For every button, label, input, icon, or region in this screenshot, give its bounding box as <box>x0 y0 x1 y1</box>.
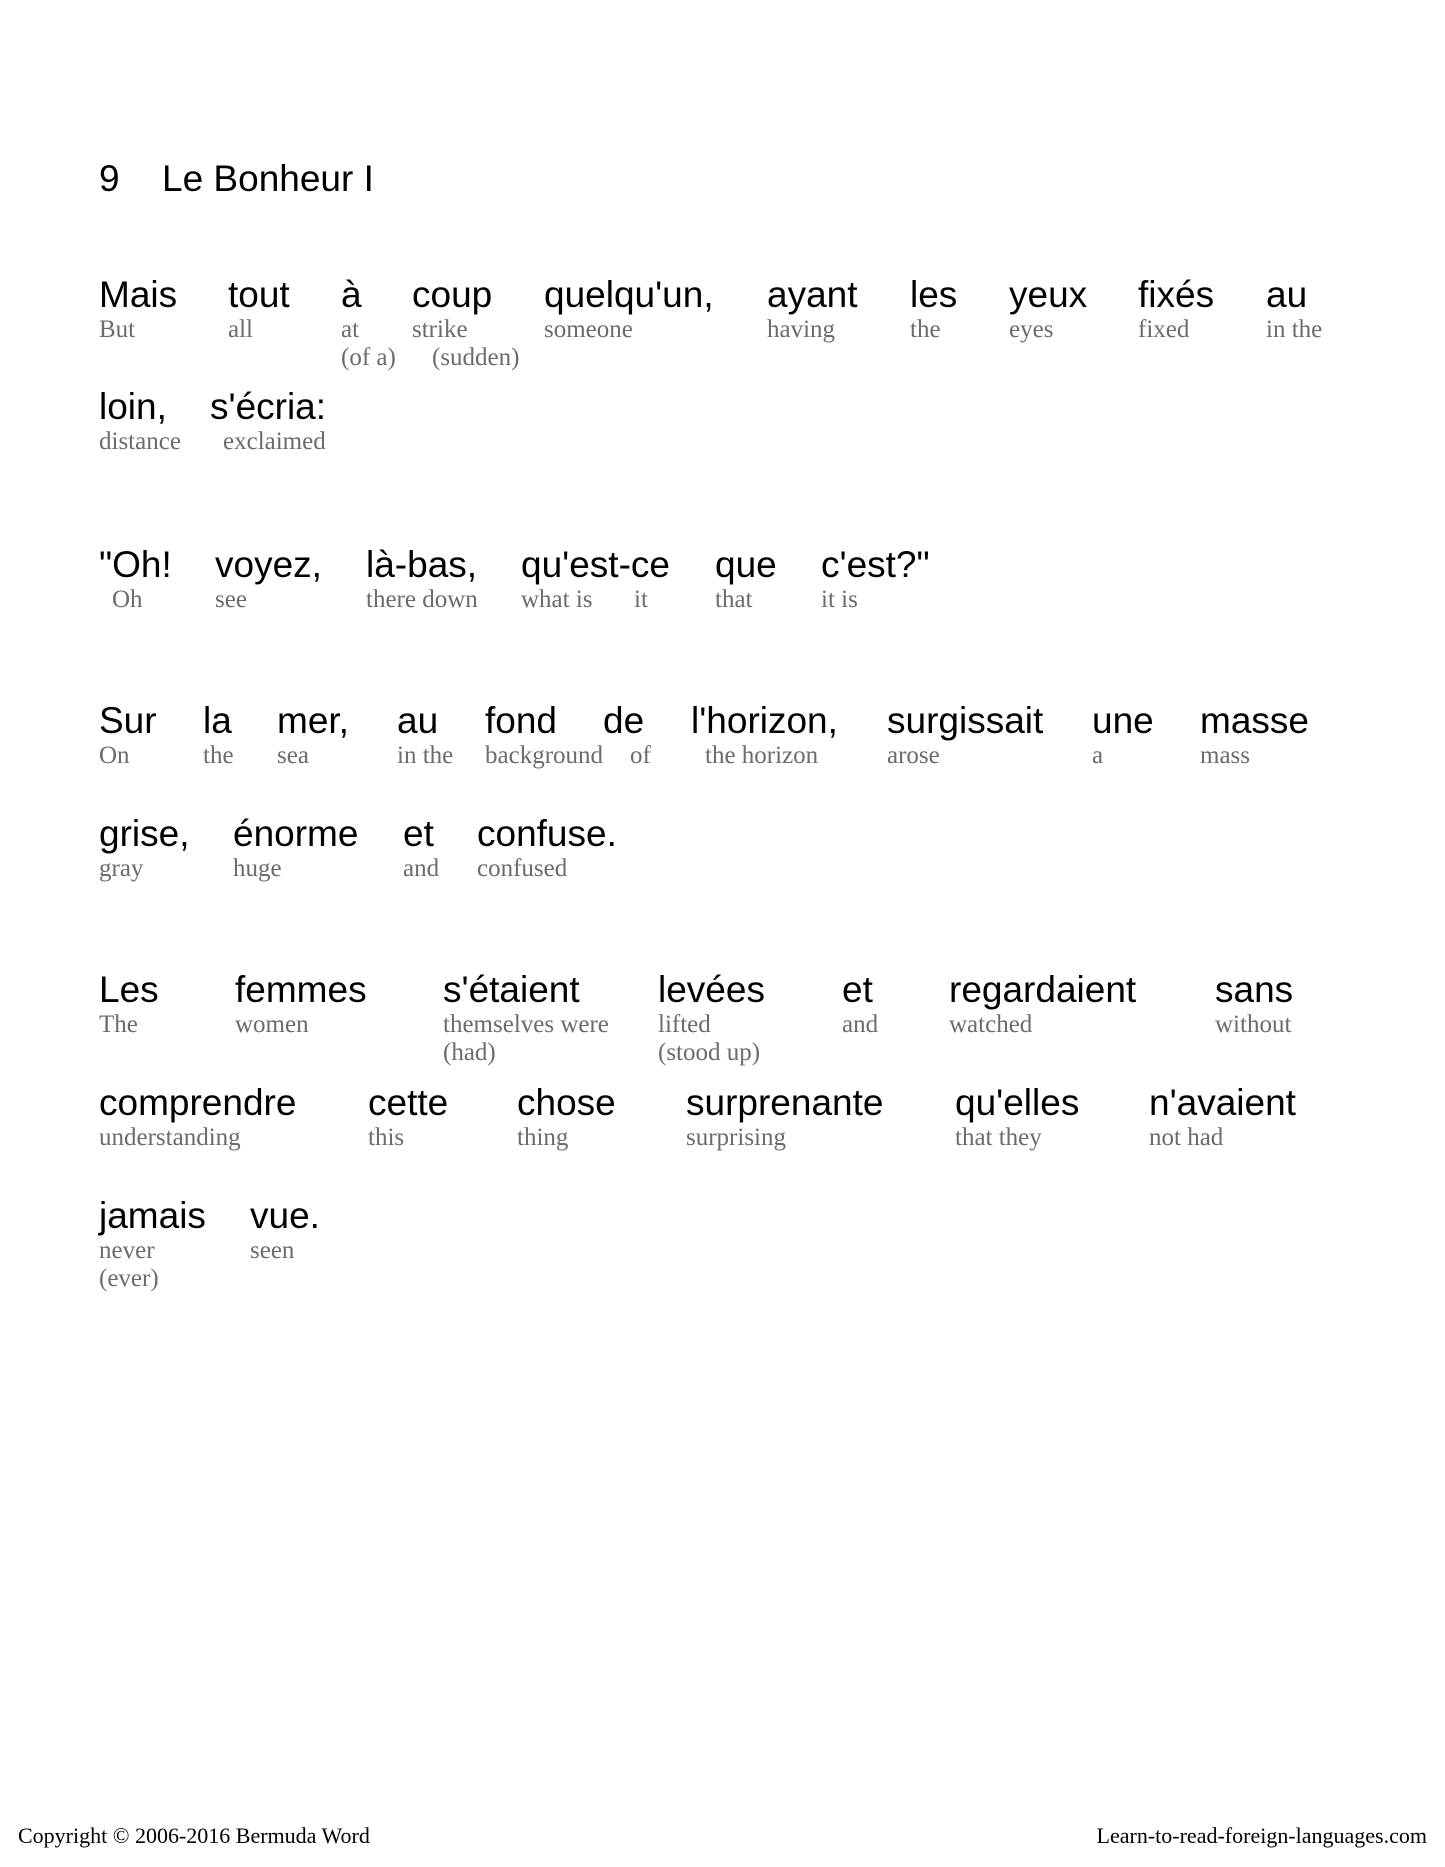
french-word: quelqu'un, <box>544 274 714 315</box>
french-word: surgissait <box>887 700 1044 741</box>
french-word: cette <box>368 1082 449 1123</box>
french-word: sans <box>1215 969 1294 1010</box>
word-pair <box>341 274 396 372</box>
english-gloss: it <box>634 586 648 613</box>
french-word: vue. <box>250 1195 320 1236</box>
word-pair <box>477 813 617 883</box>
word-pair <box>99 544 172 614</box>
french-word: surprenante <box>686 1082 884 1123</box>
word-pair <box>99 969 159 1039</box>
english-gloss: On <box>99 742 130 769</box>
page-title <box>0 158 1445 202</box>
french-word: et <box>403 813 434 854</box>
french-word: ayant <box>767 274 858 315</box>
word-pair <box>955 1082 1079 1152</box>
french-word: levées <box>658 969 765 1010</box>
english-gloss: fixed <box>1138 316 1190 343</box>
english-gloss: background <box>485 742 604 769</box>
english-gloss: not had <box>1149 1124 1224 1151</box>
english-gloss: Oh <box>112 586 143 613</box>
word-pair <box>485 700 603 770</box>
word-pair <box>544 274 714 344</box>
word-pair <box>403 813 439 883</box>
word-pair <box>767 274 858 344</box>
word-pair <box>658 969 765 1067</box>
english-gloss: that <box>715 586 753 613</box>
english-gloss: a <box>1092 742 1104 769</box>
word-pair <box>715 544 777 614</box>
english-gloss: all <box>228 316 253 343</box>
english-gloss: in the <box>397 742 454 769</box>
site-name: Learn-to-read-foreign-languages.com <box>1096 1823 1427 1848</box>
french-word: jamais <box>99 1195 206 1236</box>
sentence-line <box>0 386 1445 496</box>
word-pair <box>99 386 181 456</box>
french-word: et <box>842 969 873 1010</box>
french-word: qu'elles <box>955 1082 1080 1123</box>
french-word: "Oh! <box>99 544 172 585</box>
french-word: n'avaient <box>1149 1082 1296 1123</box>
sentence-line <box>0 813 1445 923</box>
word-pair <box>1092 700 1154 770</box>
english-gloss: The <box>99 1011 138 1038</box>
sentence-line <box>0 1082 1445 1192</box>
english-gloss: this <box>368 1124 405 1151</box>
french-word: qu'est-ce <box>521 544 670 585</box>
english-gloss: thing <box>517 1124 569 1151</box>
french-word: s'écria: <box>210 386 327 427</box>
french-word: masse <box>1200 700 1309 741</box>
french-word: s'étaient <box>443 969 580 1010</box>
french-word: voyez, <box>215 544 322 585</box>
english-gloss: and <box>403 855 440 882</box>
english-gloss: surprising <box>686 1124 786 1151</box>
french-word: femmes <box>235 969 367 1010</box>
french-word: là-bas, <box>366 544 478 585</box>
french-word: tout <box>228 274 290 315</box>
english-gloss: themselves were <box>443 1011 609 1038</box>
word-pair <box>603 700 651 770</box>
english-gloss: women <box>235 1011 309 1038</box>
word-pair <box>949 969 1136 1039</box>
english-gloss: someone <box>544 316 633 343</box>
word-pair <box>443 969 609 1067</box>
french-word: la <box>203 700 232 741</box>
english-gloss: eyes <box>1009 316 1054 343</box>
word-pair <box>1200 700 1309 770</box>
sentence-line <box>0 544 1445 654</box>
english-gloss: that they <box>955 1124 1042 1151</box>
french-word: à <box>341 274 362 315</box>
word-pair <box>1009 274 1087 344</box>
english-gloss: But <box>99 316 136 343</box>
english-gloss-secondary: (sudden) <box>432 344 520 371</box>
english-gloss: see <box>215 586 247 613</box>
english-gloss: distance <box>99 428 181 455</box>
english-gloss: the horizon <box>705 742 819 769</box>
english-gloss: in the <box>1266 316 1323 343</box>
word-pair <box>99 1195 206 1293</box>
french-word: confuse. <box>477 813 617 854</box>
word-pair <box>517 1082 616 1152</box>
english-gloss-secondary: (stood up) <box>658 1039 761 1066</box>
french-word: l'horizon, <box>691 700 838 741</box>
english-gloss: sea <box>277 742 309 769</box>
french-word: fixés <box>1138 274 1215 315</box>
sentence-line <box>0 969 1445 1079</box>
chapter-title: Le Bonheur I <box>162 158 374 199</box>
french-word: yeux <box>1009 274 1088 315</box>
word-pair <box>99 813 189 883</box>
english-gloss: lifted <box>658 1011 711 1038</box>
word-pair <box>203 700 234 770</box>
french-word: au <box>1266 274 1308 315</box>
word-pair <box>250 1195 320 1265</box>
word-pair <box>1215 969 1293 1039</box>
french-word: mer, <box>277 700 349 741</box>
french-word: que <box>715 544 777 585</box>
english-gloss: confused <box>477 855 568 882</box>
french-word: les <box>910 274 958 315</box>
english-gloss: without <box>1215 1011 1292 1038</box>
english-gloss: the <box>203 742 234 769</box>
english-gloss: what is <box>521 586 593 613</box>
english-gloss-secondary: (ever) <box>99 1265 159 1292</box>
french-word: grise, <box>99 813 190 854</box>
english-gloss: and <box>842 1011 879 1038</box>
french-word: Les <box>99 969 159 1010</box>
french-word <box>634 544 648 586</box>
english-gloss: mass <box>1200 742 1250 769</box>
french-word: énorme <box>233 813 359 854</box>
sentence-line <box>0 274 1445 384</box>
word-pair <box>235 969 367 1039</box>
french-word: de <box>603 700 645 741</box>
english-gloss-secondary: (had) <box>443 1039 496 1066</box>
word-pair <box>99 1082 296 1152</box>
english-gloss-secondary: (of a) <box>341 344 396 371</box>
english-gloss: watched <box>949 1011 1033 1038</box>
english-gloss: having <box>767 316 836 343</box>
french-word: Mais <box>99 274 178 315</box>
word-pair <box>277 700 349 770</box>
word-pair <box>412 274 519 372</box>
english-gloss: of <box>630 742 651 769</box>
word-pair <box>99 700 157 770</box>
word-pair <box>228 274 290 344</box>
english-gloss: the <box>910 316 941 343</box>
sentence-line <box>0 1195 1445 1305</box>
french-word: coup <box>412 274 493 315</box>
french-word: Sur <box>99 700 157 741</box>
french-word: loin, <box>99 386 167 427</box>
word-pair <box>634 544 648 614</box>
french-word: fond <box>485 700 558 741</box>
word-pair <box>1266 274 1322 344</box>
word-pair <box>215 544 322 614</box>
english-gloss: never <box>99 1237 155 1264</box>
french-word: au <box>397 700 439 741</box>
english-gloss: at <box>341 316 360 343</box>
english-gloss: there down <box>366 586 478 613</box>
word-pair <box>821 544 930 614</box>
word-pair <box>210 386 326 456</box>
english-gloss: huge <box>233 855 282 882</box>
word-pair <box>368 1082 448 1152</box>
word-pair <box>686 1082 883 1152</box>
word-pair <box>910 274 957 344</box>
word-pair <box>366 544 478 614</box>
english-gloss: exclaimed <box>223 428 326 455</box>
english-gloss: it is <box>821 586 858 613</box>
english-gloss: strike <box>412 316 468 343</box>
french-word: chose <box>517 1082 616 1123</box>
french-word: regardaient <box>949 969 1137 1010</box>
word-pair <box>397 700 453 770</box>
word-pair <box>1149 1082 1296 1152</box>
english-gloss: arose <box>887 742 940 769</box>
word-pair <box>1138 274 1214 344</box>
copyright-notice: Copyright © 2006-2016 Bermuda Word <box>18 1823 370 1848</box>
french-word: c'est?" <box>821 544 930 585</box>
french-word: une <box>1092 700 1154 741</box>
english-gloss: seen <box>250 1237 295 1264</box>
english-gloss: understanding <box>99 1124 241 1151</box>
word-pair <box>842 969 878 1039</box>
french-word: comprendre <box>99 1082 297 1123</box>
english-gloss: gray <box>99 855 144 882</box>
word-pair <box>233 813 358 883</box>
word-pair <box>691 700 838 770</box>
word-pair <box>99 274 177 344</box>
word-pair <box>887 700 1043 770</box>
sentence-line <box>0 700 1445 810</box>
chapter-number: 9 <box>99 158 120 199</box>
